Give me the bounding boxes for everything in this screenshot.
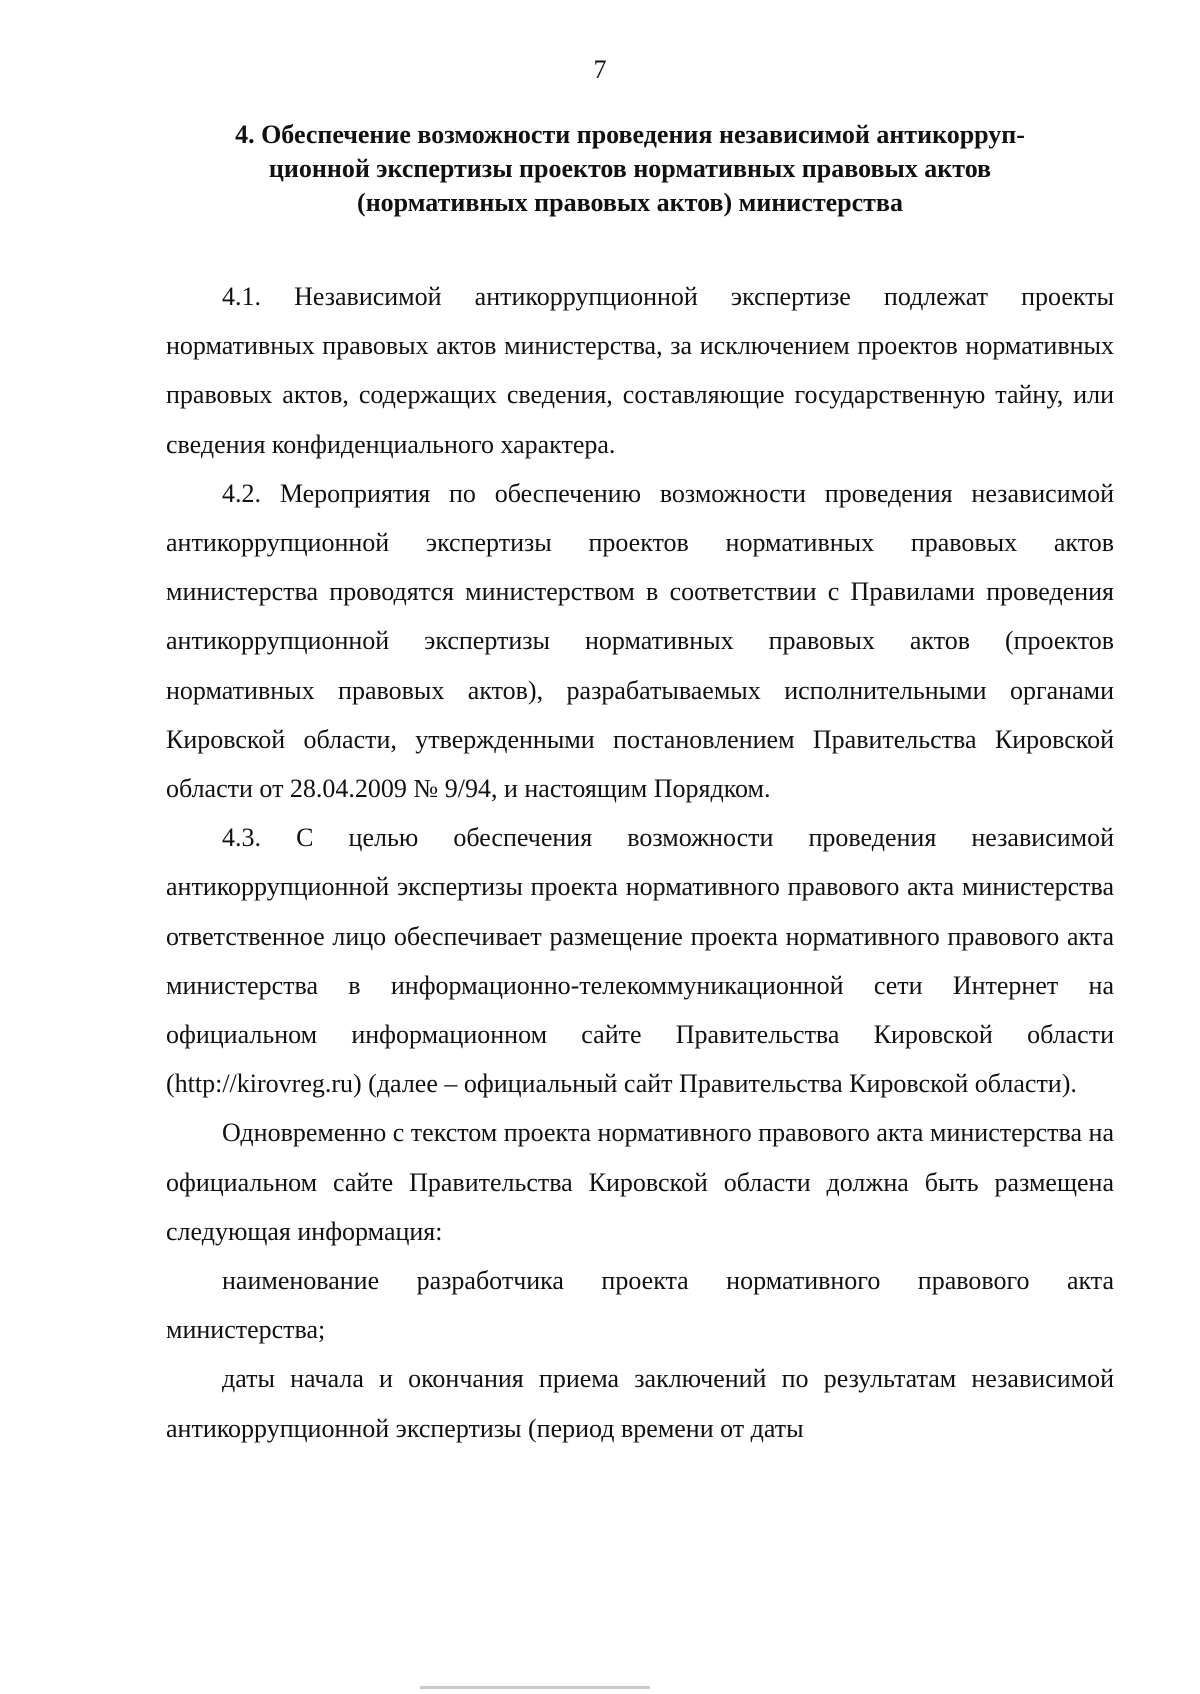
paragraph-developer-name: наименование разработчика проекта нормативного правового акта министерства; <box>166 1266 1114 1345</box>
document-body <box>166 272 1114 1453</box>
section-heading <box>210 118 1050 220</box>
paragraph-4-3: 4.3. С целью обеспечения возможности проведения независимой антикоррупционной экспертизы проекта нормативного правового акта министерства ответственное лицо обеспечивает размещение проекта нормативного правового акта министерства в информационно-телекоммуникационной сети Интернет на официальном информационном сайте Правительства Кировской области (http://kirovreg.ru) (далее – официальный сайт Правительства Кировской области). <box>166 823 1114 1099</box>
paragraph-4-1: 4.1. Независимой антикоррупционной экспертизе подлежат проекты нормативных правовых актов министерства, за исключением проектов нормативных правовых актов, содержащих сведения, составляющие государственную тайну, или сведения конфиденциального характера. <box>166 282 1114 459</box>
section-heading-line: ционной экспертизы проектов нормативных правовых актов <box>268 154 992 183</box>
scan-artifact-line <box>420 1686 650 1689</box>
page-number: 7 <box>593 55 607 84</box>
section-heading-line: 4. Обеспечение возможности проведения независимой антикорруп- <box>235 120 1025 149</box>
paragraph-info-intro: Одновременно с текстом проекта нормативного правового акта министерства на официальном сайте Правительства Кировской области должна быть размещена следующая информация: <box>166 1118 1114 1246</box>
paragraph-4-2: 4.2. Мероприятия по обеспечению возможности проведения независимой антикоррупционной экспертизы проектов нормативных правовых актов министерства проводятся министерством в соответствии с Правилами проведения антикоррупционной экспертизы нормативных правовых актов (проектов нормативных правовых актов), разрабатываемых исполнительными органами Кировской области, утвержденными постановлением Правительства Кировской области от 28.04.2009 № 9/94, и настоящим Порядком. <box>166 478 1114 804</box>
paragraph-dates: даты начала и окончания приема заключений по результатам независимой антикоррупционной экспертизы (период времени от даты <box>166 1364 1114 1443</box>
section-heading-line: (нормативных правовых актов) министерства <box>357 188 903 217</box>
